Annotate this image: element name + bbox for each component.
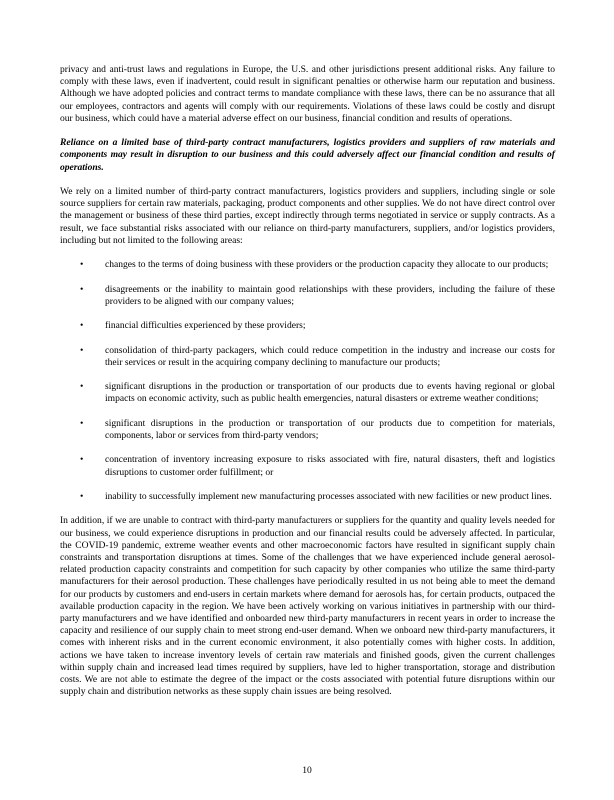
- list-item: [60, 284, 555, 308]
- list-item-text: concentration of inventory increasing exposure to risks associated with fire, natural disasters, theft and logistics disruptions to customer order fulfillment; or: [105, 454, 555, 478]
- list-item: [60, 320, 555, 332]
- list-item-text: changes to the terms of doing business with these providers or the production capacity they allocate to our products;: [105, 259, 549, 271]
- closing-paragraph: In addition, if we are unable to contract with third-party manufacturers or suppliers for the quantity and quality levels needed for our business, we could experience disruptions in production and our financial results could be adversely affected. In particular, the COVID-19 pandemic, extreme weather events and other macroeconomic factors have resulted in significant supply chain constraints and transportation disruptions at times. Some of the challenges that we have experienced include general aerosol-related production capacity constraints and competition for such capacity by other companies who utilize the same third-party manufacturers for their aerosol production. These challenges have periodically resulted in us not being able to meet the demand for our products by customers and end-users in certain markets where demand for aerosols has, for certain products, outpaced the available production capacity in the region. We have been actively working on various initiatives in partnership with our third-party manufacturers and we have identified and onboarded new third-party manufacturers in recent years in order to increase the capacity and resilience of our supply chain to meet strong end-user demand. When we onboard new third-party manufacturers, it comes with inherent risks and in the current economic environment, it also potentially comes with higher costs. In addition, actions we have taken to increase inventory levels of certain raw materials and finished goods, given the current challenges within supply chain and increased lead times required by suppliers, have led to higher transportation, storage and distribution costs. We are not able to estimate the degree of the impact or the costs associated with potential future disruptions within our supply chain and distribution networks as these supply chain issues are being resolved.: [60, 515, 555, 698]
- list-item: [60, 454, 555, 478]
- list-item-text: disagreements or the inability to maintain good relationships with these providers, including the failure of these providers to be aligned with our company values;: [105, 283, 555, 307]
- risk-factor-heading: Reliance on a limited base of third-party contract manufacturers, logistics providers and suppliers of raw materials and components may result in disruption to our business and this could adversely affect our financial condition and results of operations.: [60, 137, 555, 173]
- list-item: [60, 418, 555, 442]
- bullet-icon: •: [80, 344, 84, 356]
- bullet-icon: •: [80, 259, 84, 271]
- intro-paragraph: privacy and anti-trust laws and regulations in Europe, the U.S. and other jurisdictions present additional risks. Any failure to comply with these laws, even if inadvertent, could result in significant penalties or otherwise harm our reputation and business. Although we have adopted policies and contract terms to mandate compliance with these laws, there can be no assurance that all our employees, contractors and agents will comply with our requirements. Violations of these laws could be costly and disrupt our business, which could have a material adverse effect on our business, financial condition and results of operations.: [60, 64, 555, 124]
- bullet-icon: •: [80, 381, 84, 393]
- page-number: 10: [302, 765, 312, 776]
- list-item: [60, 345, 555, 369]
- bullet-icon: •: [80, 283, 84, 295]
- bullet-icon: •: [80, 490, 84, 502]
- bullet-icon: •: [80, 320, 84, 332]
- list-item-text: consolidation of third-party packagers, which could reduce competition in the industry and increase our costs for their services or result in the acquiring company declining to manufacture our products;: [105, 344, 555, 368]
- list-item-text: financial difficulties experienced by these providers;: [105, 320, 306, 332]
- reliance-paragraph: We rely on a limited number of third-party contract manufacturers, logistics providers and suppliers, including single or sole source suppliers for certain raw materials, packaging, product components and other supplies. We do not have direct control over the management or business of these third parties, except indirectly through terms negotiated in service or supply contracts. As a result, we face substantial risks associated with our reliance on third-party manufacturers, suppliers, and/or logistics providers, including but not limited to the following areas:: [60, 186, 555, 246]
- list-item: [60, 381, 555, 405]
- bullet-icon: •: [80, 454, 84, 466]
- risk-bullet-list: [60, 259, 555, 503]
- list-item: [60, 259, 555, 271]
- bullet-icon: •: [80, 417, 84, 429]
- list-item-text: significant disruptions in the production or transportation of our products due to events having regional or global impacts on economic activity, such as public health emergencies, natural disasters or extreme weather conditions;: [105, 381, 555, 405]
- list-item: [60, 491, 555, 503]
- list-item-text: inability to successfully implement new manufacturing processes associated with new facilities or new product lines.: [105, 490, 552, 502]
- list-item-text: significant disruptions in the production or transportation of our products due to competition for materials, components, labor or services from third-party vendors;: [105, 417, 555, 441]
- document-page: [60, 64, 555, 711]
